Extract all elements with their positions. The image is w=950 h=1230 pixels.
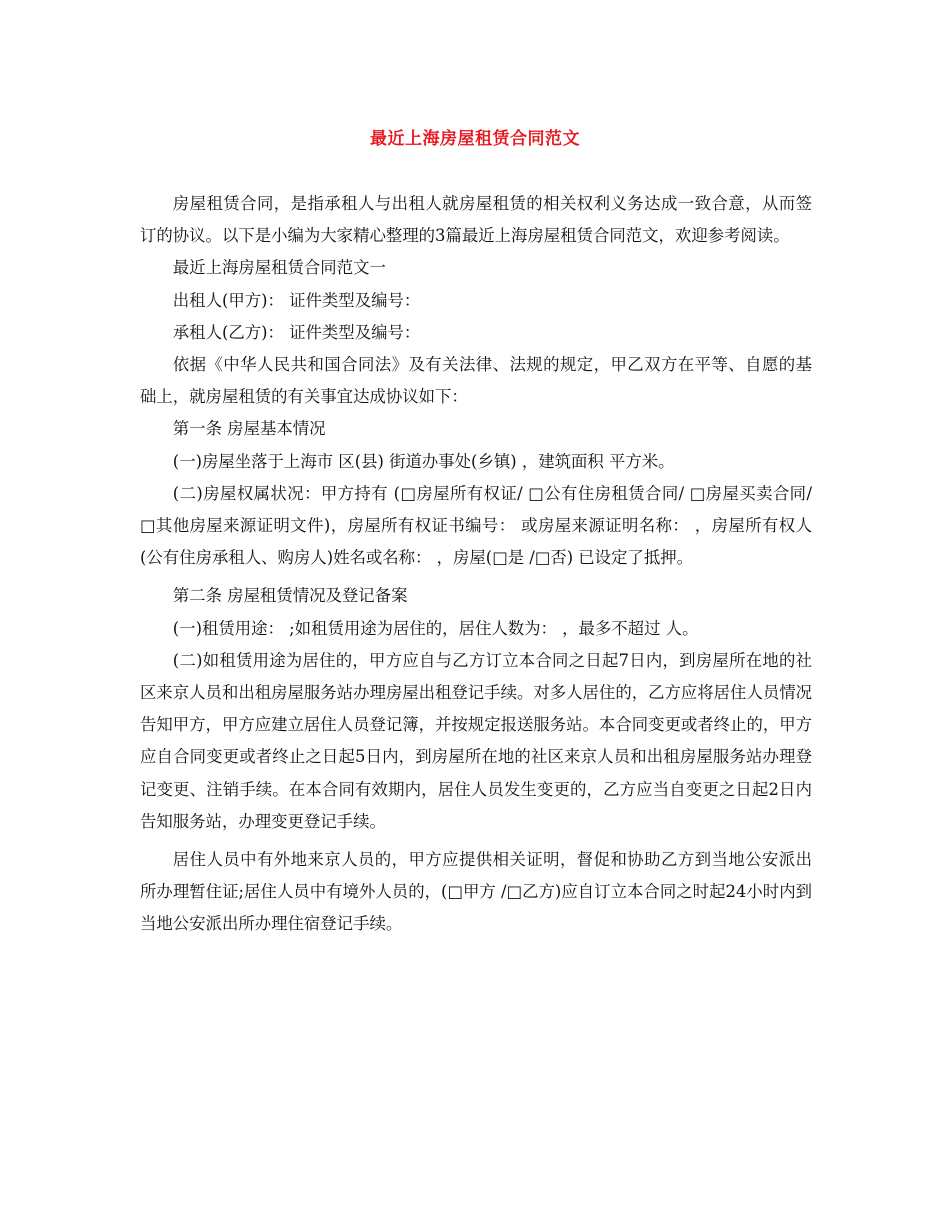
- lessor-line: 出租人(甲方)： 证件类型及编号：: [172, 290, 421, 310]
- resident-paragraph: 居住人员中有外地来京人员的，甲方应提供相关证明，督促和协助乙方到当地公安派出所办理暂住证;居住人员中有境外人员的，(□甲方 /□乙方)应自订立本合同之时起24小时内到当地公安派出所办理住宿登记手续。: [140, 850, 812, 934]
- basis-paragraph: 依据《中华人民共和国合同法》及有关法律、法规的规定，甲乙双方在平等、自愿的基础上，就房屋租赁的有关事宜达成协议如下：: [140, 355, 812, 407]
- document-body: [140, 188, 812, 941]
- article-one-clause-1: (一)房屋坐落于上海市 区(县) 街道办事处(乡镇) ，建筑面积 平方米。: [172, 451, 675, 471]
- document-title: 最近上海房屋租赁合同范文: [370, 129, 580, 149]
- article-two-clause-2: (二)如租赁用途为居住的，甲方应自与乙方订立本合同之日起7日内，到房屋所在地的社区来京人员和出租房屋服务站办理房屋出租登记手续。对多人居住的，乙方应将居住人员情况告知甲方，甲方应建立居住人员登记簿，并按规定报送服务站。本合同变更或者终止的，甲方应自合同变更或者终止之日起5日内，到房屋所在地的社区来京人员和出租房屋服务站办理登记变更、注销手续。在本合同有效期内，居住人员发生变更的，乙方应当自变更之日起2日内告知服务站，办理变更登记手续。: [140, 650, 813, 831]
- lessee-line: 承租人(乙方)： 证件类型及编号：: [172, 322, 421, 342]
- intro-paragraph: 房屋租赁合同，是指承租人与出租人就房屋租赁的相关权利义务达成一致合意，从而签订的协议。以下是小编为大家精心整理的3篇最近上海房屋租赁合同范文，欢迎参考阅读。: [140, 194, 812, 246]
- article-one-clause-2: (二)房屋权属状况：甲方持有 (□房屋所有权证/ □公有住房租赁合同/ □房屋买卖合同/ □其他房屋来源证明文件)，房屋所有权证书编号： 或房屋来源证明名称： ，房屋所有权人(公有住房承租人、购房人)姓名或名称： ，房屋(□是 /□否) 已设定了抵押。: [140, 483, 812, 568]
- section-heading: 最近上海房屋租赁合同范文一: [172, 258, 386, 278]
- article-two-clause-1: (一)租赁用途： ;如租赁用途为居住的，居住人数为： ，最多不超过 人。: [172, 618, 699, 638]
- article-one-heading: 第一条 房屋基本情况: [172, 419, 326, 439]
- article-two-heading: 第二条 房屋租赁情况及登记备案: [172, 586, 408, 606]
